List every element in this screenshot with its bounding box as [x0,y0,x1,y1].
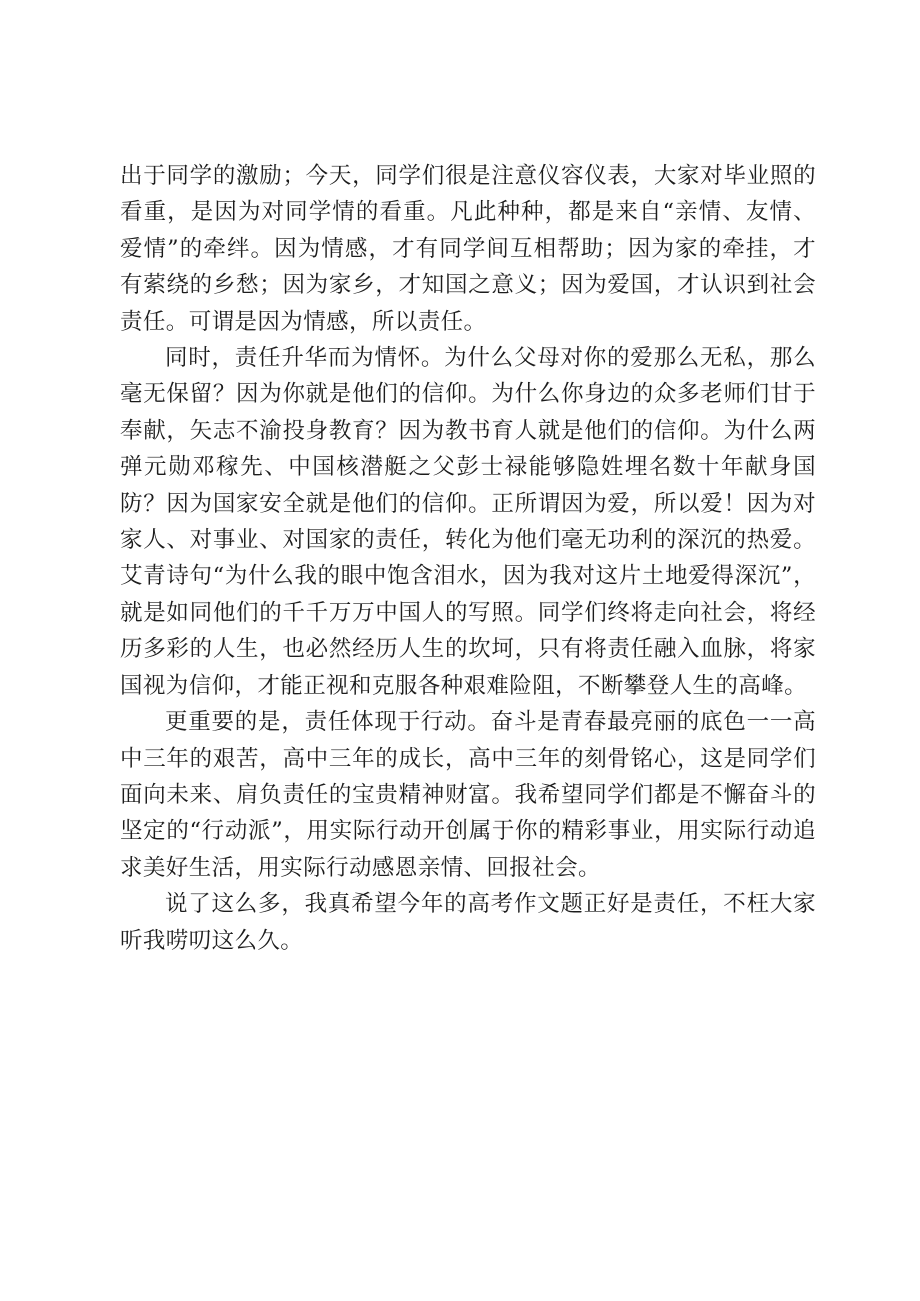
document-body [120,158,816,959]
paragraph-responsibility-action: 更重要的是，责任体现于行动。奋斗是青春最亮丽的底色一一高中三年的艰苦，高中三年的成长，高中三年的刻骨铭心，这是同学们面向未来、肩负责任的宝贵精神财富。我希望同学们都是不懈奋斗的坚定的“行动派”，用实际行动开创属于你的精彩事业，用实际行动追求美好生活，用实际行动感恩亲情、回报社会。 [120,709,816,881]
paragraph-responsibility-sentiment: 同时，责任升华而为情怀。为什么父母对你的爱那么无私，那么毫无保留？因为你就是他们的信仰。为什么你身边的众多老师们甘于奉献，矢志不渝投身教育？因为教书育人就是他们的信仰。为什么两弹元勋邓稼先、中国核潜艇之父彭士禄能够隐姓埋名数十年献身国防？因为国家安全就是他们的信仰。正所谓因为爱，所以爱！因为对家人、对事业、对国家的责任，转化为他们毫无功利的深沉的热爱。艾青诗句“为什么我的眼中饱含泪水，因为我对这片土地爱得深沉”，就是如同他们的千千万万中国人的写照。同学们终将走向社会，将经历多彩的人生，也必然经历人生的坎坷，只有将责任融入血脉，将家国视为信仰，才能正视和克服各种艰难险阻，不断攀登人生的高峰。 [120,345,816,699]
paragraph-closing: 说了这么多，我真希望今年的高考作文题正好是责任，不枉大家听我唠叨这么久。 [120,891,816,954]
paragraph-continued: 出于同学的激励；今天，同学们很是注意仪容仪表，大家对毕业照的看重，是因为对同学情的看重。凡此种种，都是来自“亲情、友情、爱情”的牵绊。因为情感，才有同学间互相帮助；因为家的牵挂，才有萦绕的乡愁；因为家乡，才知国之意义；因为爱国，才认识到社会责任。可谓是因为情感，所以责任。 [120,163,816,335]
